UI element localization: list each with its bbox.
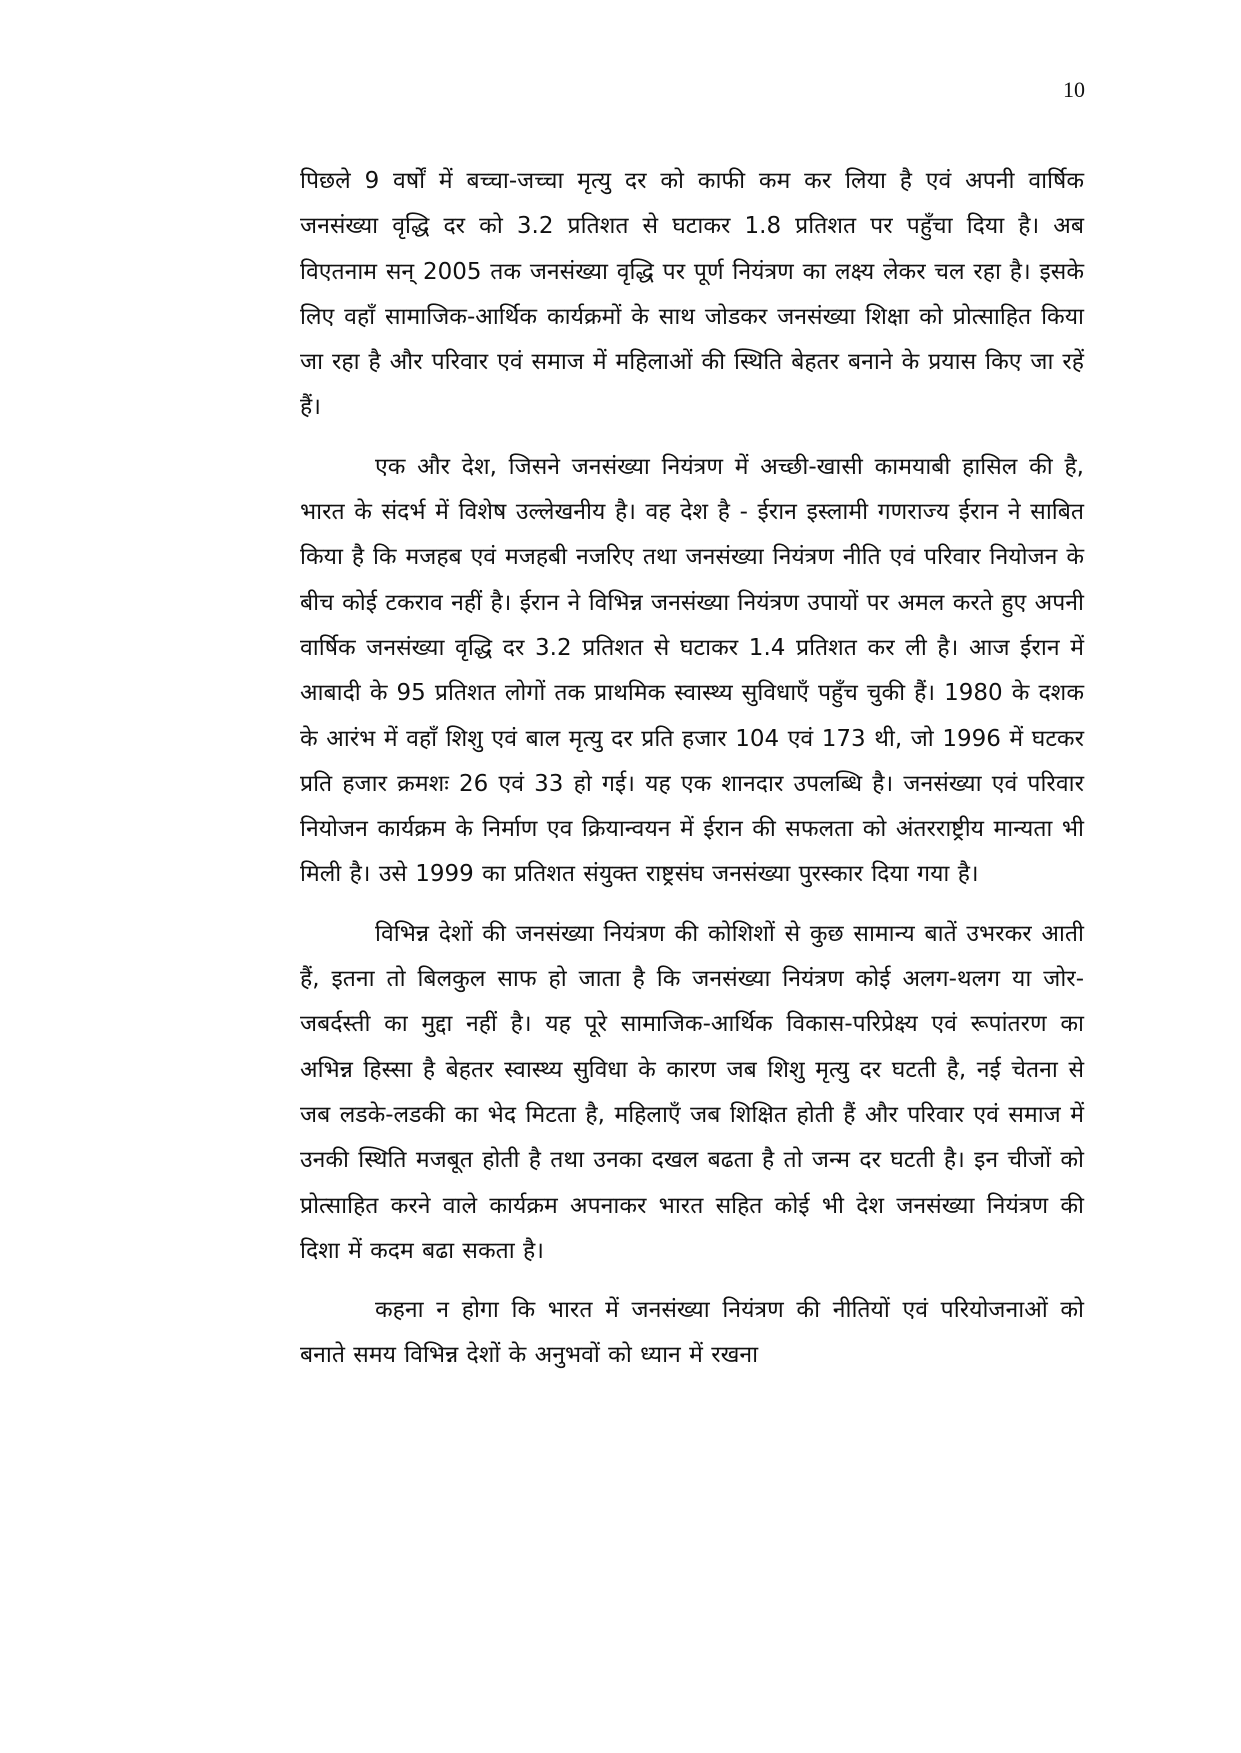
paragraph-india-policy: कहना न होगा कि भारत में जनसंख्या नियंत्रण की नीतियों एवं परियोजनाओं को बनाते समय विभिन्न देशों के अनुभवों को ध्यान में रखना xyxy=(300,1297,1084,1369)
paragraph-vietnam: पिछले 9 वर्षों में बच्चा-जच्चा मृत्यु दर को काफी कम कर लिया है एवं अपनी वार्षिक जनसंख्या वृद्धि दर को 3.2 प्रतिशत से घटाकर 1.8 प्रतिशत पर पहुँचा दिया है। अब विएतनाम सन् 2005 तक जनसंख्या वृद्धि पर पूर्ण नियंत्रण का लक्ष्य लेकर चल रहा है। इसके लिए वहाँ सामाजिक-आर्थिक कार्यक्रमों के साथ जोडकर जनसंख्या शिक्षा को प्रोत्साहित किया जा रहा है और परिवार एवं समाज में महिलाओं की स्थिति बेहतर बनाने के प्रयास किए जा रहें हैं। xyxy=(300,168,1084,421)
paragraph-common-lessons: विभिन्न देशों की जनसंख्या नियंत्रण की कोशिशों से कुछ सामान्य बातें उभरकर आती हैं, इतना तो बिलकुल साफ हो जाता है कि जनसंख्या नियंत्रण कोई अलग-थलग या जोर-जबर्दस्ती का मुद्दा नहीं है। यह पूरे सामाजिक-आर्थिक विकास-परिप्रेक्ष्य एवं रूपांतरण का अभिन्न हिस्सा है बेहतर स्वास्थ्य सुविधा के कारण जब शिशु मृत्यु दर घटती है, नई चेतना से जब लडके-लडकी का भेद मिटता है, महिलाएँ जब शिक्षित होती हैं और परिवार एवं समाज में उनकी स्थिति मजबूत होती है तथा उनका दखल बढता है तो जन्म दर घटती है। इन चीजों को प्रोत्साहित करने वाले कार्यक्रम अपनाकर भारत सहित कोई भी देश जनसंख्या नियंत्रण की दिशा में कदम बढा सकता है। xyxy=(300,920,1084,1264)
paragraph-iran: एक और देश, जिसने जनसंख्या नियंत्रण में अच्छी-खासी कामयाबी हासिल की है, भारत के संदर्भ में विशेष उल्लेखनीय है। वह देश है - ईरान इस्लामी गणराज्य ईरान ने साबित किया है कि मजहब एवं मजहबी नजरिए तथा जनसंख्या नियंत्रण नीति एवं परिवार नियोजन के बीच कोई टकराव नहीं है। ईरान ने विभिन्न जनसंख्या नियंत्रण उपायों पर अमल करते हुए अपनी वार्षिक जनसंख्या वृद्धि दर 3.2 प्रतिशत से घटाकर 1.4 प्रतिशत कर ली है। आज ईरान में आबादी के 95 प्रतिशत लोगों तक प्राथमिक स्वास्थ्य सुविधाएँ पहुँच चुकी हैं। 1980 के दशक के आरंभ में वहाँ शिशु एवं बाल मृत्यु दर प्रति हजार 104 एवं 173 थी, जो 1996 में घटकर प्रति हजार क्रमशः 26 एवं 33 हो गई। यह एक शानदार उपलब्धि है। जनसंख्या एवं परिवार नियोजन कार्यक्रम के निर्माण एव क्रियान्वयन में ईरान की सफलता को अंतरराष्ट्रीय मान्यता भी मिली है। उसे 1999 का प्रतिशत संयुक्त राष्ट्रसंघ जनसंख्या पुरस्कार दिया गया है। xyxy=(300,453,1084,888)
body-text xyxy=(300,159,1084,1379)
page-number: 10 xyxy=(1063,77,1085,102)
